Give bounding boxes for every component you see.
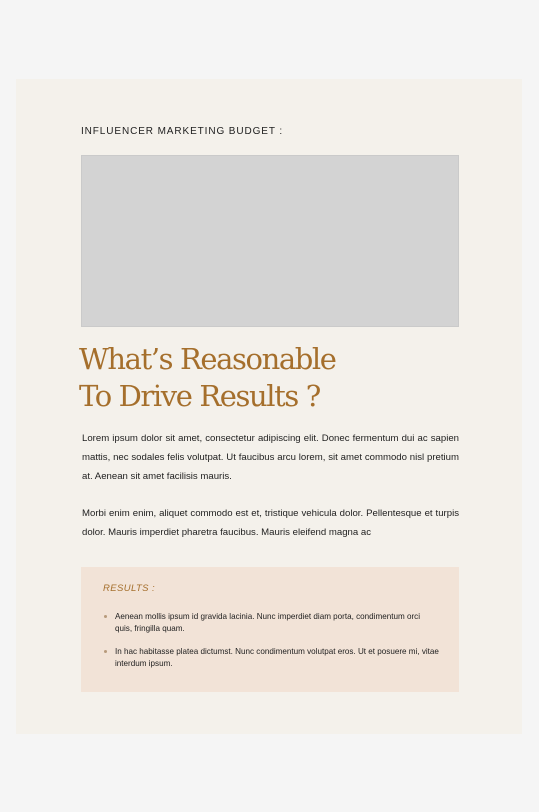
bullet-icon [104, 650, 107, 653]
results-item [115, 646, 439, 670]
results-item-text: Aenean mollis ipsum id gravida lacinia. Nunc imperdiet diam porta, condimentum orci quis, fringilla quam. [115, 612, 421, 633]
results-box [81, 567, 459, 692]
document-page [16, 79, 522, 734]
body-paragraph-1: Lorem ipsum dolor sit amet, consectetur adipiscing elit. Donec fermentum dui ac sapien mattis, nec sodales felis volutpat. Ut faucibus arcu lorem, sit amet commodo nisl pretium at. Aenean sit amet facilisis mauris. [82, 433, 459, 482]
bullet-icon [104, 615, 107, 618]
headline [79, 341, 479, 415]
results-title: RESULTS : [103, 583, 155, 594]
headline-line-2: To Drive Results ? [79, 379, 320, 413]
results-item-text: In hac habitasse platea dictumst. Nunc condimentum volutpat eros. Ut et posuere mi, vitae interdum ipsum. [115, 647, 439, 668]
section-eyebrow: INFLUENCER MARKETING BUDGET : [81, 126, 284, 137]
image-placeholder [81, 155, 459, 327]
body-paragraph-2: Morbi enim enim, aliquet commodo est et, tristique vehicula dolor. Pellentesque et turpis dolor. Mauris imperdiet pharetra faucibus. Mauris eleifend magna ac [82, 508, 459, 538]
headline-line-1: What’s Reasonable [79, 342, 336, 376]
results-item [115, 611, 439, 635]
